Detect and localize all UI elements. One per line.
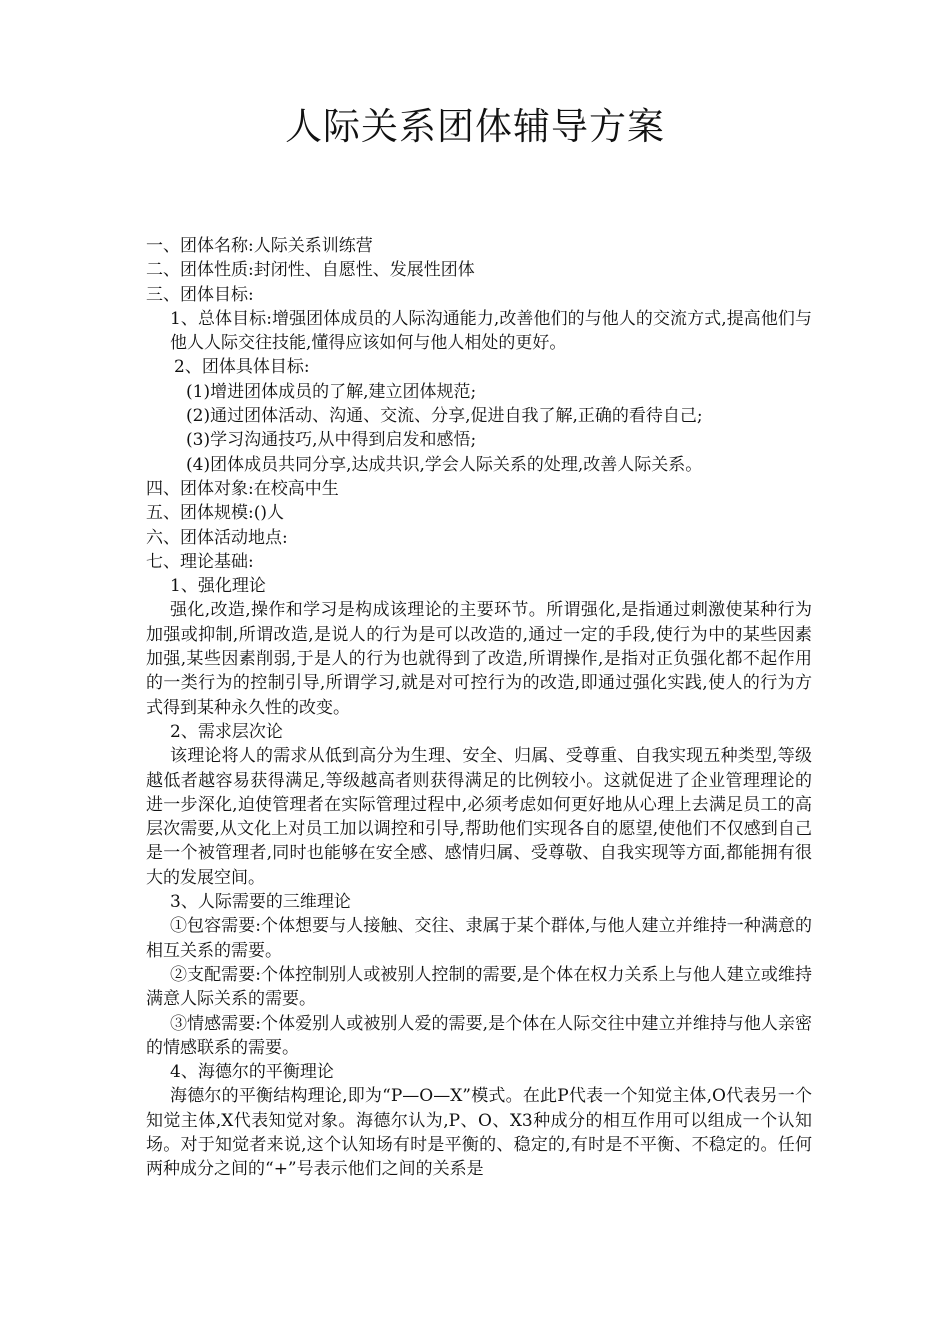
theory-heading: 4、海德尔的平衡理论 [170,1062,334,1083]
goal-item: (4)团体成员共同分享,达成共识,学会人际关系的处理,改善人际关系。 [186,454,703,475]
theory-paragraph: ①包容需要:个体想要与人接触、交往、隶属于某个群体,与他人建立并维持一种满意的相互关系的需要。 [146,916,812,961]
goal-item: (1)增进团体成员的了解,建立团体规范; [186,381,477,402]
document-title: 人际关系团体辅导方案 [285,105,665,148]
goal-specific-heading: 2、团体具体目标: [174,357,310,378]
theory-paragraph: 该理论将人的需求从低到高分为生理、安全、归属、受尊重、自我实现五种类型,等级越低者越容易获得满足,等级越高者则获得满足的比例较小。这就促进了企业管理理论的进一步深化,迫使管理者在实际管理过程中,必须考虑如何更好地从心理上去满足员工的高层次需要,从文化上对员工加以调控和引导,帮助他们实现各自的愿望,使他们不仅感到自己是一个被管理者,同时也能够在安全感、感情归属、受尊敬、自我实现等方面,都能拥有很大的发展空间。 [146,746,812,888]
theory-heading: 2、需求层次论 [170,721,283,742]
theory-paragraph: ③情感需要:个体爱别人或被别人爱的需要,是个体在人际交往中建立并维持与他人亲密的情感联系的需要。 [146,1013,812,1058]
section-group-nature: 二、团体性质:封闭性、自愿性、发展性团体 [146,260,475,281]
section-goals-heading: 三、团体目标: [146,284,254,305]
section-group-name: 一、团体名称:人际关系训练营 [146,236,373,256]
section-target: 四、团体对象:在校高中生 [146,478,339,499]
section-scale: 五、团体规模:()人 [146,503,284,524]
theory-paragraph: 海德尔的平衡结构理论,即为“P—O—X”模式。在此P代表一个知觉主体,O代表另一个知觉主体,X代表知觉对象。海德尔认为,P、O、X3种成分的相互作用可以组成一个认知场。对于知觉者来说,这个认知场有时是平衡的、稳定的,有时是不平衡、不稳定的。任何两种成分之间的“+”号表示他们之间的关系是 [146,1086,812,1180]
theory-heading: 3、人际需要的三维理论 [170,892,351,913]
goal-overall: 1、总体目标:增强团体成员的人际沟通能力,改善他们的与他人的交流方式,提高他们与他人人际交往技能,懂得应该如何与他人相处的更好。 [170,308,812,354]
theory-heading: 1、强化理论 [170,576,266,597]
goal-item: (2)通过团体活动、沟通、交流、分享,促进自我了解,正确的看待自己; [186,406,703,427]
section-theory-heading: 七、理论基础: [146,551,254,572]
document-body [146,234,812,1182]
goal-item: (3)学习沟通技巧,从中得到启发和感悟; [186,430,477,451]
section-location: 六、团体活动地点: [146,527,288,548]
theory-paragraph: 强化,改造,操作和学习是构成该理论的主要环节。所谓强化,是指通过刺激使某种行为加强或抑制,所谓改造,是说人的行为是可以改造的,通过一定的手段,使行为中的某些因素加强,某些因素削弱,于是人的行为也就得到了改造,所谓操作,是指对正负强化都不起作用的一类行为的控制引导,所谓学习,就是对可控行为的改造,即通过强化实践,使人的行为方式得到某种永久性的改变。 [146,600,812,718]
theory-paragraph: ②支配需要:个体控制别人或被别人控制的需要,是个体在权力关系上与他人建立或维持满意人际关系的需要。 [146,964,812,1010]
